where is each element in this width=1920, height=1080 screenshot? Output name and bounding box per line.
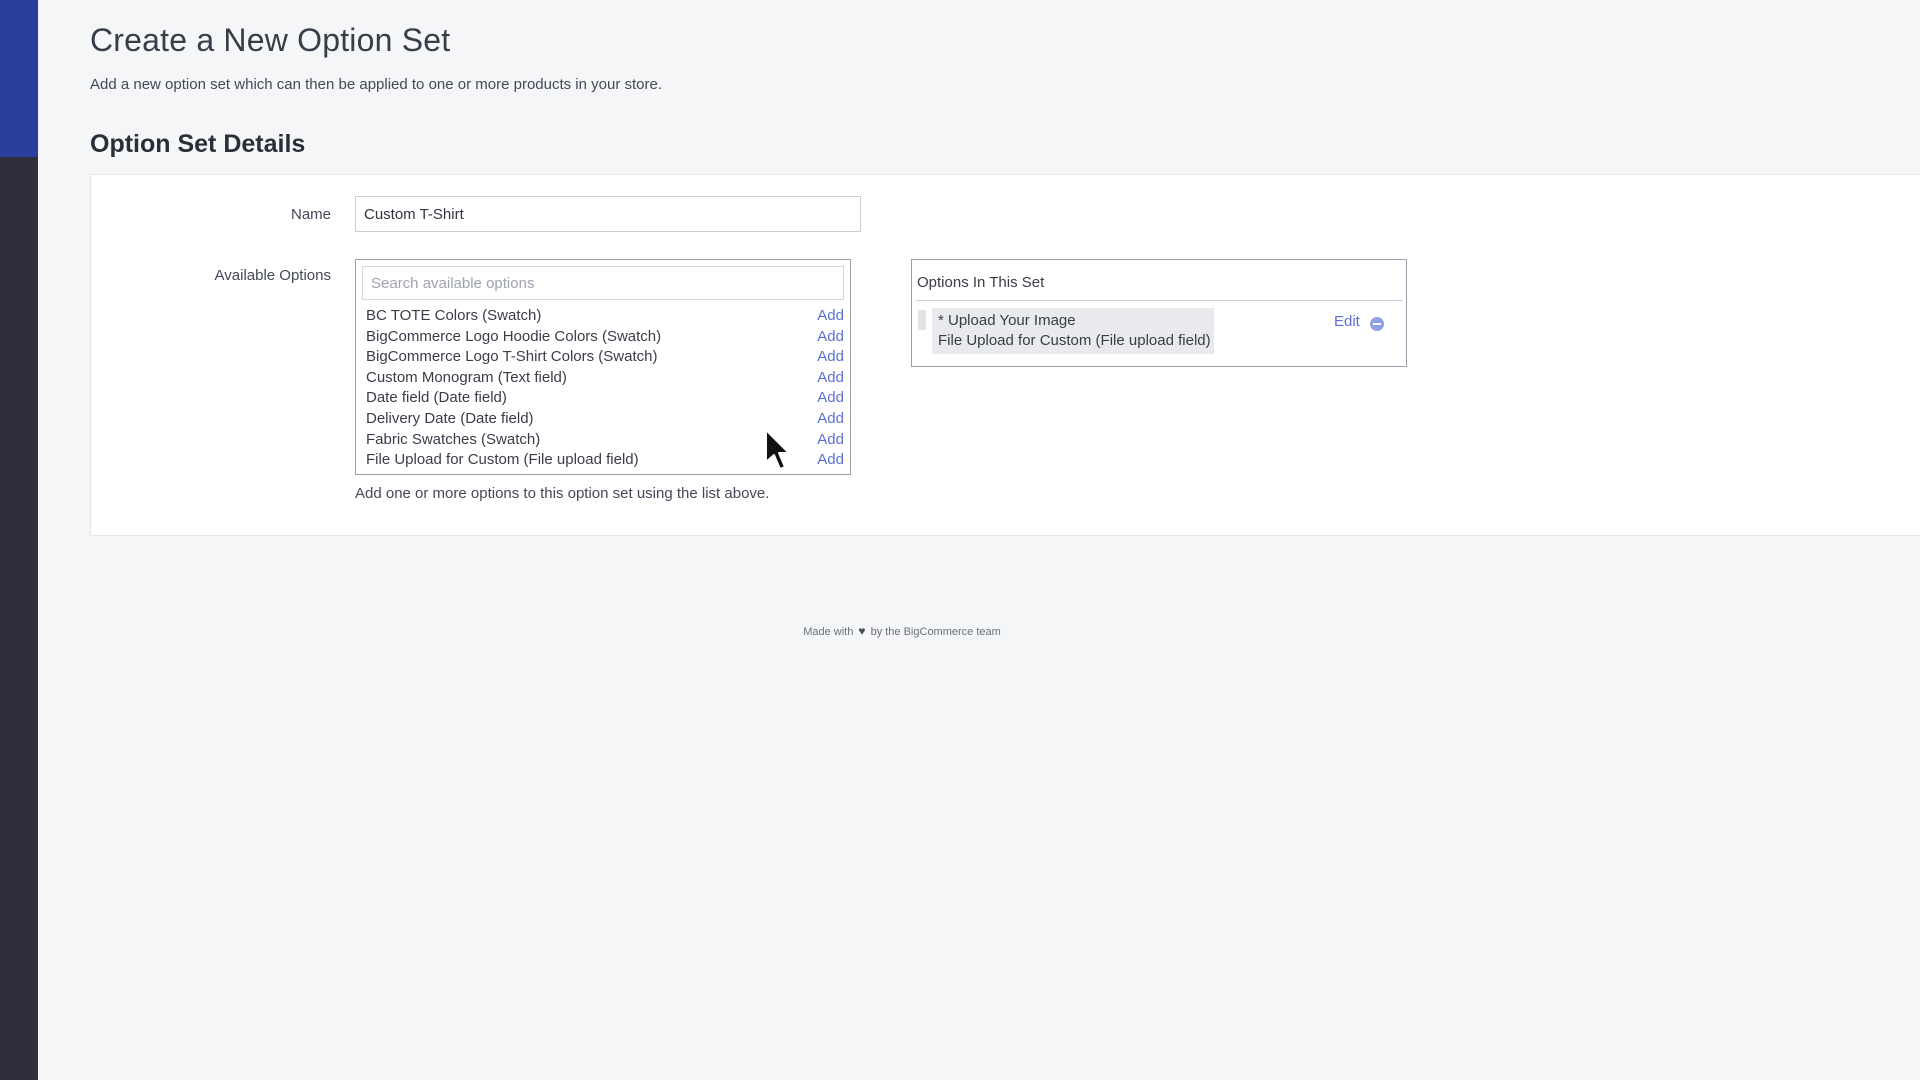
edit-option-button[interactable]: Edit [1334, 313, 1360, 330]
name-label: Name [290, 206, 331, 223]
drag-handle[interactable] [918, 310, 926, 330]
list-item [356, 347, 850, 368]
option-name: Custom Monogram (Text field) [366, 368, 567, 386]
add-option-button[interactable]: Add [817, 348, 844, 366]
add-option-button[interactable]: Add [817, 451, 844, 469]
option-name: BigCommerce Logo T-Shirt Colors (Swatch) [366, 348, 658, 366]
add-option-button[interactable]: Add [817, 409, 844, 427]
help-text: Add one or more options to this option set using the list above. [355, 485, 770, 502]
sidebar-active-section[interactable] [0, 0, 38, 157]
page-subtitle: Add a new option set which can then be applied to one or more products in your store. [90, 76, 663, 93]
add-option-button[interactable]: Add [817, 327, 844, 345]
set-option-item[interactable] [932, 308, 1214, 354]
options-in-set-box [911, 259, 1407, 367]
option-set-details-panel [90, 174, 1920, 536]
set-option-name: * Upload Your Image [938, 312, 1076, 329]
list-item [356, 368, 850, 389]
search-options-input[interactable] [362, 266, 844, 300]
minus-circle-icon[interactable] [1370, 317, 1384, 331]
add-option-button[interactable]: Add [817, 389, 844, 407]
add-option-button[interactable]: Add [817, 368, 844, 386]
heart-icon: ♥ [858, 624, 866, 638]
list-item [356, 388, 850, 409]
option-name: BigCommerce Logo Hoodie Colors (Swatch) [366, 327, 662, 345]
option-name: Fabric Swatches (Swatch) [366, 430, 541, 448]
list-item [356, 327, 850, 348]
footer-team: by the BigCommerce team [870, 626, 1001, 638]
mouse-pointer-icon [764, 428, 792, 472]
set-option-detail: File Upload for Custom (File upload field) [938, 332, 1211, 349]
name-input[interactable] [355, 196, 861, 232]
section-title: Option Set Details [90, 130, 306, 158]
option-name: BC TOTE Colors (Swatch) [366, 307, 542, 324]
page-title: Create a New Option Set [90, 22, 451, 58]
set-divider [916, 300, 1402, 301]
options-in-set-title: Options In This Set [917, 274, 1045, 291]
option-name: Date field (Date field) [366, 389, 507, 407]
list-item [356, 409, 850, 430]
list-item [356, 306, 850, 327]
add-option-button[interactable]: Add [817, 430, 844, 448]
option-name: Delivery Date (Date field) [366, 409, 534, 427]
footer-made-with: Made with [803, 626, 854, 638]
option-name: File Upload for Custom (File upload field) [366, 451, 639, 469]
available-options-label: Available Options [214, 267, 331, 284]
sidebar [0, 0, 38, 1080]
footer [38, 624, 1766, 638]
main-content [38, 0, 1920, 1080]
add-option-button[interactable]: Add [817, 307, 844, 324]
